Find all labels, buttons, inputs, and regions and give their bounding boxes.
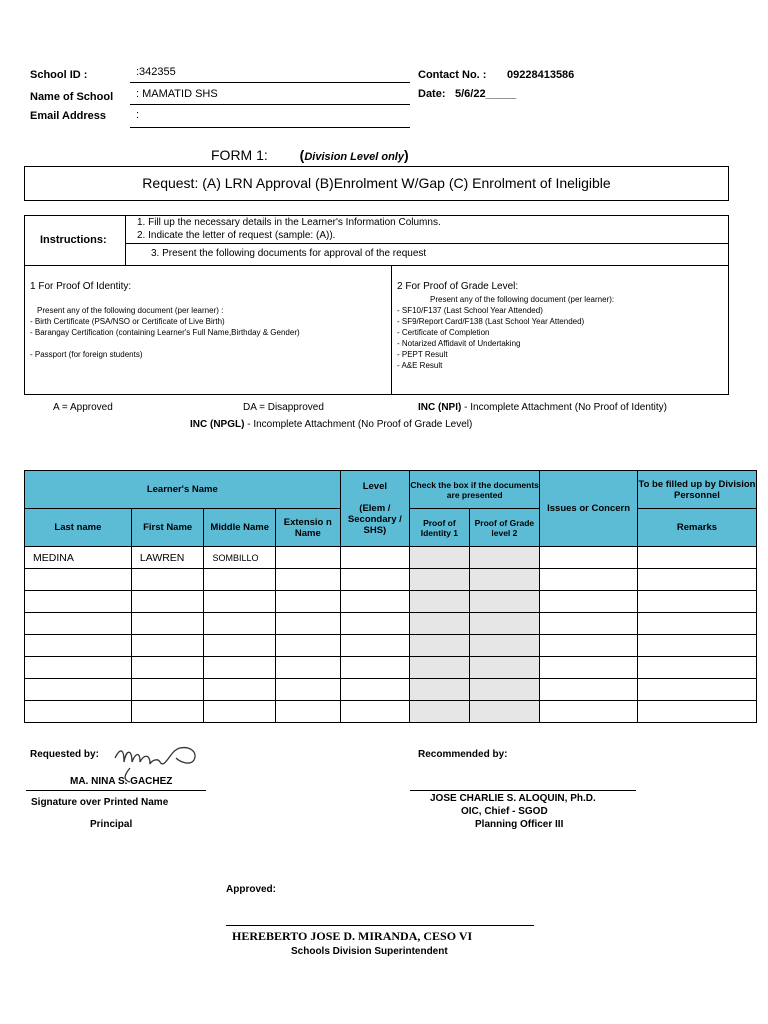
middle-name-cell[interactable] [204, 591, 276, 613]
extension-cell[interactable] [276, 657, 341, 679]
form-paren-close: ) [403, 147, 409, 163]
first-name-cell[interactable]: LAWREN [131, 547, 204, 569]
first-name-cell[interactable] [131, 591, 204, 613]
table-row [25, 657, 757, 679]
approved-signature-line [226, 925, 534, 926]
proof-grade-checkbox[interactable] [469, 547, 540, 569]
email-value: : [136, 109, 140, 121]
extension-cell[interactable] [276, 679, 341, 701]
requested-name: MA. NINA S. GACHEZ [70, 776, 173, 787]
request-box [24, 166, 729, 201]
grade-item: - A&E Result [397, 361, 443, 370]
last-name-cell[interactable] [25, 679, 132, 701]
instruction-3: 3. Present the following documents for approval of the request [151, 248, 427, 259]
issues-cell[interactable] [540, 591, 638, 613]
remarks-cell[interactable] [637, 635, 756, 657]
legend-inc-npgl [190, 419, 472, 430]
remarks-cell[interactable] [637, 679, 756, 701]
proof-grade-checkbox[interactable] [469, 657, 540, 679]
level-cell[interactable] [340, 701, 410, 723]
recommended-label: Recommended by: [418, 749, 508, 760]
instruction-1: 1. Fill up the necessary details in the Learner's Information Columns. [137, 217, 441, 228]
grade-item: - PEPT Result [397, 350, 448, 359]
school-name-label: Name of School [30, 91, 114, 103]
middle-name-cell[interactable]: SOMBILLO [204, 547, 276, 569]
issues-cell[interactable] [540, 613, 638, 635]
table-row [25, 569, 757, 591]
identity-item: - Barangay Certification (containing Learner's Full Name,Birthday & Gender) [30, 328, 300, 337]
first-name-header: First Name [131, 509, 204, 547]
remarks-cell[interactable] [637, 613, 756, 635]
learner-name-header: Learner's Name [25, 471, 341, 509]
requested-label: Requested by: [30, 749, 99, 760]
level-cell[interactable] [340, 613, 410, 635]
issues-cell[interactable] [540, 569, 638, 591]
issues-header: Issues or Concern [540, 471, 638, 547]
proof-identity-checkbox[interactable] [410, 569, 469, 591]
middle-name-cell[interactable] [204, 701, 276, 723]
middle-name-cell[interactable] [204, 635, 276, 657]
form-title-text: FORM 1: [211, 147, 268, 163]
proof-grade-checkbox[interactable] [469, 679, 540, 701]
table-row [25, 547, 757, 569]
first-name-cell[interactable] [131, 657, 204, 679]
extension-cell[interactable] [276, 701, 341, 723]
identity-list [30, 316, 300, 360]
contact-value: 09228413586 [507, 69, 575, 81]
middle-name-cell[interactable] [204, 679, 276, 701]
grade-title: 2 For Proof of Grade Level: [397, 281, 519, 292]
proof-grade-checkbox[interactable] [469, 569, 540, 591]
recommended-name: JOSE CHARLIE S. ALOQUIN, Ph.D. [430, 793, 596, 804]
issues-cell[interactable] [540, 657, 638, 679]
requested-title: Principal [90, 819, 133, 830]
requested-signature-line [26, 790, 206, 791]
date-value: 5/6/22_____ [455, 88, 517, 100]
remarks-cell[interactable] [637, 591, 756, 613]
identity-intro: Present any of the following document (per learner) : [37, 306, 224, 315]
first-name-cell[interactable] [131, 613, 204, 635]
division-header: To be filled up by Division Personnel [637, 471, 756, 509]
table-row [25, 591, 757, 613]
middle-name-cell[interactable] [204, 569, 276, 591]
instructions-row-divider [125, 243, 729, 244]
proof-identity-checkbox[interactable] [410, 613, 469, 635]
email-label: Email Address [30, 110, 107, 122]
extension-cell[interactable] [276, 569, 341, 591]
approved-name: HEREBERTO JOSE D. MIRANDA, CESO VI [232, 929, 473, 943]
level-cell[interactable] [340, 635, 410, 657]
remarks-header: Remarks [637, 509, 756, 547]
grade-intro: Present any of the following document (per learner): [430, 295, 615, 304]
school-id-value: :342355 [136, 66, 176, 78]
issues-cell[interactable] [540, 547, 638, 569]
contact-label: Contact No. : [418, 69, 487, 81]
grade-item: - Certificate of Completion [397, 328, 490, 337]
last-name-header: Last name [25, 509, 132, 547]
school-id-label: School ID : [30, 69, 88, 81]
remarks-cell[interactable] [637, 701, 756, 723]
legend-inc-npi-code: INC (NPI) [418, 402, 462, 413]
proof-grade-checkbox[interactable] [469, 701, 540, 723]
table-body [25, 547, 757, 723]
remarks-cell[interactable] [637, 657, 756, 679]
instructions-label: Instructions: [40, 234, 107, 246]
grade-item: - Notarized Affidavit of Undertaking [397, 339, 521, 348]
first-name-cell[interactable] [131, 569, 204, 591]
proof-grade-header: Proof of Grade level 2 [469, 509, 540, 547]
issues-cell[interactable] [540, 701, 638, 723]
extension-cell[interactable] [276, 635, 341, 657]
form-subtitle: Division Level only [304, 151, 404, 163]
first-name-cell[interactable] [131, 701, 204, 723]
instruction-2: 2. Indicate the letter of request (sample: (A)). [137, 230, 336, 241]
extension-name-header: Extensio n Name [276, 509, 341, 547]
legend-inc-npgl-code: INC (NPGL) [190, 419, 245, 430]
identity-title: 1 For Proof Of Identity: [30, 281, 132, 292]
form-title [211, 147, 409, 163]
proof-grade-checkbox[interactable] [469, 635, 540, 657]
level-cell[interactable] [340, 657, 410, 679]
last-name-cell[interactable]: MEDINA [25, 547, 132, 569]
legend-inc-npgl-text: - Incomplete Attachment (No Proof of Grade Level) [244, 419, 473, 430]
proof-identity-checkbox[interactable] [410, 635, 469, 657]
email-line [130, 127, 410, 128]
identity-item: - Passport (for foreign students) [30, 350, 143, 359]
proof-grade-checkbox[interactable] [469, 591, 540, 613]
middle-name-header: Middle Name [204, 509, 276, 547]
learner-table [24, 470, 757, 723]
last-name-cell[interactable] [25, 657, 132, 679]
last-name-cell[interactable] [25, 613, 132, 635]
extension-cell[interactable] [276, 613, 341, 635]
extension-cell[interactable] [276, 547, 341, 569]
identity-item [30, 338, 300, 349]
check-box-header: Check the box if the documents are presented [410, 471, 540, 509]
grade-item: - SF9/Report Card/F138 (Last School Year Attended) [397, 317, 585, 326]
proof-identity-checkbox[interactable] [410, 591, 469, 613]
requested-caption: Signature over Printed Name [31, 797, 169, 808]
extension-cell[interactable] [276, 591, 341, 613]
grade-item: - SF10/F137 (Last School Year Attended) [397, 306, 543, 315]
level-cell[interactable] [340, 547, 410, 569]
remarks-cell[interactable] [637, 569, 756, 591]
table-row [25, 701, 757, 723]
instructions-divider [24, 265, 729, 266]
last-name-cell[interactable] [25, 591, 132, 613]
legend-approved: A = Approved [53, 402, 113, 413]
school-id-line [130, 82, 410, 83]
table-row [25, 635, 757, 657]
issues-cell[interactable] [540, 679, 638, 701]
proof-identity-checkbox[interactable] [410, 547, 469, 569]
remarks-cell[interactable] [637, 547, 756, 569]
recommended-title-2: Planning Officer III [475, 819, 564, 830]
form-paren-open: ( [299, 147, 305, 163]
recommended-title-1: OIC, Chief - SGOD [461, 806, 548, 817]
proof-identity-header: Proof of Identity 1 [410, 509, 469, 547]
first-name-cell[interactable] [131, 635, 204, 657]
recommended-signature-line [410, 790, 636, 791]
request-text: Request: (A) LRN Approval (B)Enrolment W/Gap (C) Enrolment of Ineligible [142, 175, 611, 191]
school-name-value: : MAMATID SHS [136, 88, 218, 100]
level-cell[interactable] [340, 679, 410, 701]
identity-item: - Birth Certificate (PSA/NSO or Certificate of Live Birth) [30, 317, 225, 326]
proof-grade-checkbox[interactable] [469, 613, 540, 635]
table-row [25, 679, 757, 701]
proof-identity-checkbox[interactable] [410, 657, 469, 679]
proofs-vdivider [391, 265, 392, 395]
proof-identity-checkbox[interactable] [410, 679, 469, 701]
level-cell[interactable] [340, 591, 410, 613]
last-name-cell[interactable] [25, 569, 132, 591]
approved-label: Approved: [226, 884, 276, 895]
level-cell[interactable] [340, 569, 410, 591]
instructions-vdivider [125, 215, 126, 265]
approved-title: Schools Division Superintendent [291, 946, 448, 957]
middle-name-cell[interactable] [204, 657, 276, 679]
middle-name-cell[interactable] [204, 613, 276, 635]
legend-disapproved: DA = Disapproved [243, 402, 324, 413]
level-header: Level (Elem / Secondary / SHS) [340, 471, 410, 547]
last-name-cell[interactable] [25, 635, 132, 657]
date-label: Date: [418, 88, 446, 100]
grade-list [397, 305, 584, 371]
legend-inc-npi-text: - Incomplete Attachment (No Proof of Identity) [461, 402, 667, 413]
school-name-line [130, 104, 410, 105]
last-name-cell[interactable] [25, 701, 132, 723]
table-row [25, 613, 757, 635]
legend-inc-npi [418, 402, 667, 413]
issues-cell[interactable] [540, 635, 638, 657]
first-name-cell[interactable] [131, 679, 204, 701]
proof-identity-checkbox[interactable] [410, 701, 469, 723]
